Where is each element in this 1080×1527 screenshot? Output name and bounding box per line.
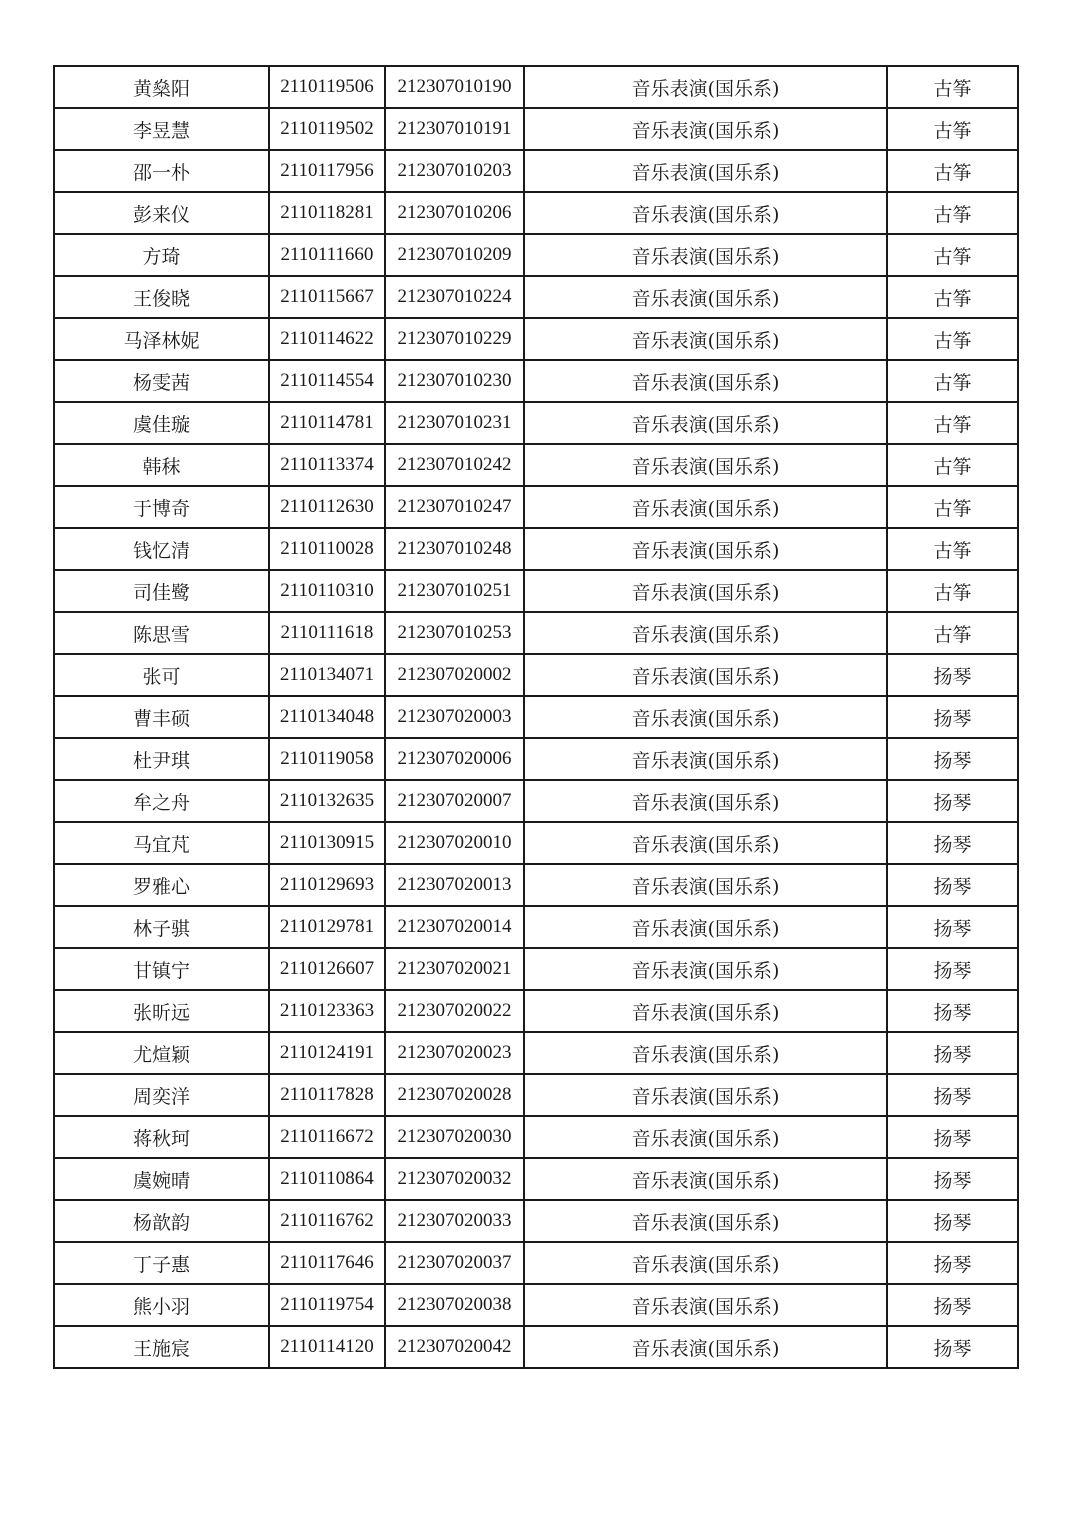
cell-ticket-id: 212307020010 — [385, 822, 524, 864]
cell-instrument: 古筝 — [887, 528, 1018, 570]
cell-instrument: 古筝 — [887, 444, 1018, 486]
cell-instrument: 古筝 — [887, 108, 1018, 150]
cell-name: 尤煊颖 — [54, 1032, 269, 1074]
cell-exam-id: 2110119506 — [269, 66, 385, 108]
cell-major: 音乐表演(国乐系) — [524, 1158, 887, 1200]
table-row — [54, 1200, 1018, 1242]
cell-major: 音乐表演(国乐系) — [524, 444, 887, 486]
cell-instrument: 古筝 — [887, 234, 1018, 276]
table-row — [54, 1284, 1018, 1326]
cell-name: 蒋秋珂 — [54, 1116, 269, 1158]
cell-instrument: 扬琴 — [887, 1284, 1018, 1326]
cell-exam-id: 2110110028 — [269, 528, 385, 570]
cell-exam-id: 2110134071 — [269, 654, 385, 696]
cell-major: 音乐表演(国乐系) — [524, 780, 887, 822]
cell-major: 音乐表演(国乐系) — [524, 234, 887, 276]
cell-ticket-id: 212307020002 — [385, 654, 524, 696]
cell-ticket-id: 212307020013 — [385, 864, 524, 906]
cell-ticket-id: 212307020037 — [385, 1242, 524, 1284]
table-row — [54, 150, 1018, 192]
cell-major: 音乐表演(国乐系) — [524, 570, 887, 612]
cell-ticket-id: 212307010247 — [385, 486, 524, 528]
cell-name: 于博奇 — [54, 486, 269, 528]
table-row — [54, 402, 1018, 444]
cell-major: 音乐表演(国乐系) — [524, 1284, 887, 1326]
cell-name: 罗雅心 — [54, 864, 269, 906]
cell-name: 杜尹琪 — [54, 738, 269, 780]
cell-exam-id: 2110130915 — [269, 822, 385, 864]
cell-instrument: 扬琴 — [887, 990, 1018, 1032]
cell-major: 音乐表演(国乐系) — [524, 990, 887, 1032]
cell-name: 陈思雪 — [54, 612, 269, 654]
table-row — [54, 444, 1018, 486]
cell-name: 司佳鹭 — [54, 570, 269, 612]
cell-exam-id: 2110119754 — [269, 1284, 385, 1326]
cell-instrument: 扬琴 — [887, 1032, 1018, 1074]
cell-exam-id: 2110111618 — [269, 612, 385, 654]
cell-major: 音乐表演(国乐系) — [524, 318, 887, 360]
cell-ticket-id: 212307020028 — [385, 1074, 524, 1116]
table-row — [54, 654, 1018, 696]
cell-major: 音乐表演(国乐系) — [524, 1242, 887, 1284]
cell-name: 方琦 — [54, 234, 269, 276]
cell-major: 音乐表演(国乐系) — [524, 276, 887, 318]
cell-name: 马宜芃 — [54, 822, 269, 864]
cell-ticket-id: 212307010203 — [385, 150, 524, 192]
cell-major: 音乐表演(国乐系) — [524, 738, 887, 780]
cell-major: 音乐表演(国乐系) — [524, 1074, 887, 1116]
table-row — [54, 570, 1018, 612]
cell-exam-id: 2110114622 — [269, 318, 385, 360]
table-row — [54, 948, 1018, 990]
cell-exam-id: 2110116672 — [269, 1116, 385, 1158]
table-row — [54, 738, 1018, 780]
cell-instrument: 古筝 — [887, 318, 1018, 360]
cell-ticket-id: 212307010224 — [385, 276, 524, 318]
cell-exam-id: 2110114781 — [269, 402, 385, 444]
cell-ticket-id: 212307010191 — [385, 108, 524, 150]
cell-name: 钱忆清 — [54, 528, 269, 570]
table-row — [54, 108, 1018, 150]
cell-major: 音乐表演(国乐系) — [524, 528, 887, 570]
cell-ticket-id: 212307020007 — [385, 780, 524, 822]
cell-exam-id: 2110112630 — [269, 486, 385, 528]
cell-exam-id: 2110119502 — [269, 108, 385, 150]
cell-exam-id: 2110111660 — [269, 234, 385, 276]
cell-major: 音乐表演(国乐系) — [524, 906, 887, 948]
cell-exam-id: 2110113374 — [269, 444, 385, 486]
cell-name: 虞婉晴 — [54, 1158, 269, 1200]
cell-instrument: 古筝 — [887, 612, 1018, 654]
cell-major: 音乐表演(国乐系) — [524, 696, 887, 738]
cell-instrument: 扬琴 — [887, 1200, 1018, 1242]
cell-exam-id: 2110115667 — [269, 276, 385, 318]
cell-instrument: 古筝 — [887, 486, 1018, 528]
cell-ticket-id: 212307020003 — [385, 696, 524, 738]
cell-name: 虞佳璇 — [54, 402, 269, 444]
table-row — [54, 1032, 1018, 1074]
cell-instrument: 扬琴 — [887, 1242, 1018, 1284]
cell-name: 王施宸 — [54, 1326, 269, 1368]
cell-instrument: 扬琴 — [887, 696, 1018, 738]
table-row — [54, 318, 1018, 360]
cell-instrument: 古筝 — [887, 360, 1018, 402]
cell-instrument: 扬琴 — [887, 1326, 1018, 1368]
cell-ticket-id: 212307020022 — [385, 990, 524, 1032]
cell-name: 牟之舟 — [54, 780, 269, 822]
cell-exam-id: 2110124191 — [269, 1032, 385, 1074]
cell-exam-id: 2110117646 — [269, 1242, 385, 1284]
cell-ticket-id: 212307010231 — [385, 402, 524, 444]
cell-ticket-id: 212307020021 — [385, 948, 524, 990]
cell-exam-id: 2110123363 — [269, 990, 385, 1032]
cell-exam-id: 2110117956 — [269, 150, 385, 192]
table-row — [54, 1116, 1018, 1158]
cell-name: 马泽林妮 — [54, 318, 269, 360]
table-row — [54, 1074, 1018, 1116]
cell-name: 熊小羽 — [54, 1284, 269, 1326]
cell-instrument: 扬琴 — [887, 738, 1018, 780]
cell-instrument: 古筝 — [887, 276, 1018, 318]
cell-name: 李昱慧 — [54, 108, 269, 150]
cell-exam-id: 2110118281 — [269, 192, 385, 234]
cell-major: 音乐表演(国乐系) — [524, 948, 887, 990]
table-row — [54, 906, 1018, 948]
cell-major: 音乐表演(国乐系) — [524, 108, 887, 150]
cell-ticket-id: 212307010242 — [385, 444, 524, 486]
cell-exam-id: 2110129693 — [269, 864, 385, 906]
cell-exam-id: 2110129781 — [269, 906, 385, 948]
cell-exam-id: 2110110310 — [269, 570, 385, 612]
cell-major: 音乐表演(国乐系) — [524, 486, 887, 528]
table-row — [54, 192, 1018, 234]
table-row — [54, 780, 1018, 822]
cell-ticket-id: 212307010206 — [385, 192, 524, 234]
cell-instrument: 扬琴 — [887, 864, 1018, 906]
table-row — [54, 66, 1018, 108]
cell-ticket-id: 212307020042 — [385, 1326, 524, 1368]
cell-name: 林子骐 — [54, 906, 269, 948]
table-body — [54, 66, 1018, 1368]
cell-name: 曹丰硕 — [54, 696, 269, 738]
table-row — [54, 1326, 1018, 1368]
cell-instrument: 扬琴 — [887, 948, 1018, 990]
cell-instrument: 古筝 — [887, 150, 1018, 192]
table-row — [54, 360, 1018, 402]
cell-name: 张昕远 — [54, 990, 269, 1032]
table-row — [54, 486, 1018, 528]
cell-name: 韩秣 — [54, 444, 269, 486]
cell-exam-id: 2110114120 — [269, 1326, 385, 1368]
cell-name: 甘镇宁 — [54, 948, 269, 990]
cell-major: 音乐表演(国乐系) — [524, 402, 887, 444]
cell-name: 张可 — [54, 654, 269, 696]
cell-ticket-id: 212307010253 — [385, 612, 524, 654]
cell-major: 音乐表演(国乐系) — [524, 1032, 887, 1074]
table-row — [54, 822, 1018, 864]
cell-instrument: 扬琴 — [887, 780, 1018, 822]
cell-exam-id: 2110132635 — [269, 780, 385, 822]
cell-instrument: 古筝 — [887, 402, 1018, 444]
cell-major: 音乐表演(国乐系) — [524, 360, 887, 402]
cell-major: 音乐表演(国乐系) — [524, 864, 887, 906]
table-row — [54, 864, 1018, 906]
cell-major: 音乐表演(国乐系) — [524, 1326, 887, 1368]
cell-major: 音乐表演(国乐系) — [524, 66, 887, 108]
cell-instrument: 古筝 — [887, 192, 1018, 234]
cell-ticket-id: 212307010248 — [385, 528, 524, 570]
cell-instrument: 扬琴 — [887, 822, 1018, 864]
cell-instrument: 古筝 — [887, 570, 1018, 612]
table-row — [54, 612, 1018, 654]
cell-ticket-id: 212307020038 — [385, 1284, 524, 1326]
table-row — [54, 1242, 1018, 1284]
cell-name: 王俊晓 — [54, 276, 269, 318]
cell-ticket-id: 212307020033 — [385, 1200, 524, 1242]
cell-name: 杨雯茜 — [54, 360, 269, 402]
cell-exam-id: 2110117828 — [269, 1074, 385, 1116]
admission-list-table — [53, 65, 1019, 1369]
cell-name: 丁子惠 — [54, 1242, 269, 1284]
cell-ticket-id: 212307020014 — [385, 906, 524, 948]
cell-name: 黄燊阳 — [54, 66, 269, 108]
cell-exam-id: 2110114554 — [269, 360, 385, 402]
cell-major: 音乐表演(国乐系) — [524, 822, 887, 864]
cell-instrument: 扬琴 — [887, 1074, 1018, 1116]
cell-ticket-id: 212307020030 — [385, 1116, 524, 1158]
cell-major: 音乐表演(国乐系) — [524, 192, 887, 234]
table-row — [54, 234, 1018, 276]
cell-exam-id: 2110126607 — [269, 948, 385, 990]
table-row — [54, 696, 1018, 738]
cell-exam-id: 2110110864 — [269, 1158, 385, 1200]
cell-ticket-id: 212307010251 — [385, 570, 524, 612]
cell-major: 音乐表演(国乐系) — [524, 612, 887, 654]
table-row — [54, 276, 1018, 318]
cell-ticket-id: 212307020023 — [385, 1032, 524, 1074]
cell-ticket-id: 212307010229 — [385, 318, 524, 360]
cell-major: 音乐表演(国乐系) — [524, 1200, 887, 1242]
cell-ticket-id: 212307010209 — [385, 234, 524, 276]
cell-instrument: 扬琴 — [887, 906, 1018, 948]
table-row — [54, 528, 1018, 570]
cell-name: 周奕洋 — [54, 1074, 269, 1116]
cell-instrument: 古筝 — [887, 66, 1018, 108]
cell-instrument: 扬琴 — [887, 654, 1018, 696]
cell-name: 杨歆韵 — [54, 1200, 269, 1242]
cell-ticket-id: 212307010190 — [385, 66, 524, 108]
table-row — [54, 1158, 1018, 1200]
cell-exam-id: 2110119058 — [269, 738, 385, 780]
cell-name: 彭来仪 — [54, 192, 269, 234]
table-row — [54, 990, 1018, 1032]
cell-instrument: 扬琴 — [887, 1158, 1018, 1200]
cell-major: 音乐表演(国乐系) — [524, 150, 887, 192]
cell-exam-id: 2110116762 — [269, 1200, 385, 1242]
cell-ticket-id: 212307010230 — [385, 360, 524, 402]
cell-major: 音乐表演(国乐系) — [524, 654, 887, 696]
cell-exam-id: 2110134048 — [269, 696, 385, 738]
cell-ticket-id: 212307020032 — [385, 1158, 524, 1200]
cell-name: 邵一朴 — [54, 150, 269, 192]
cell-instrument: 扬琴 — [887, 1116, 1018, 1158]
cell-major: 音乐表演(国乐系) — [524, 1116, 887, 1158]
cell-ticket-id: 212307020006 — [385, 738, 524, 780]
